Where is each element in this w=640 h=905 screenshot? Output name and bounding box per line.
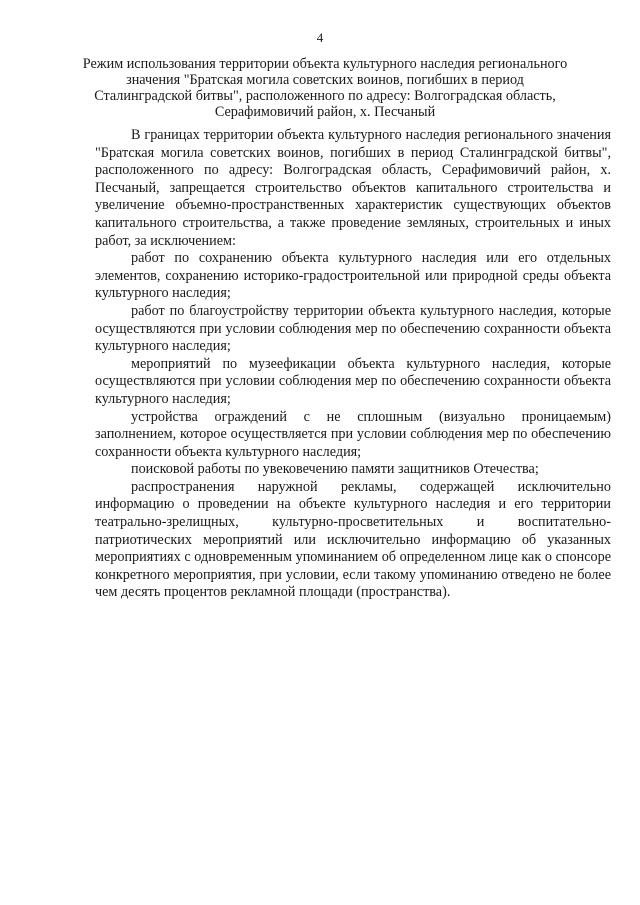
- paragraph-exception-search-work: поисковой работы по увековечению памяти защитников Отечества;: [131, 461, 539, 478]
- paragraph-exception-preservation: работ по сохранению объекта культурного наследия или его отдельных элементов, сохранению историко-градостроительной или природной среды объекта культурного наследия;: [95, 250, 611, 302]
- paragraph-intro: В границах территории объекта культурного наследия регионального значения "Братская могила советских воинов, погибших в период Сталинградской битвы", расположенного по адресу: Волгоградская область, Серафимовичий район, х. Песчаный, запрещается строительство объектов капитального строительства и увеличение объемно-пространственных характеристик существующих объектов капитального строительства, а также проведение земляных, строительных и иных работ, за исключением:: [95, 127, 611, 249]
- document-title: Режим использования территории объекта культурного наследия регионального значения "Братская могила советских воинов, погибших в период Сталинградской битвы", расположенного по адресу: Волгоградская область, Серафимовичий район, х. Песчаный: [82, 56, 568, 120]
- document-body: [95, 127, 611, 602]
- paragraph-exception-museumification: мероприятий по музеефикации объекта культурного наследия, которые осуществляются при условии соблюдения мер по обеспечению сохранности объекта культурного наследия;: [95, 355, 611, 407]
- paragraph-exception-fencing: устройства ограждений с не сплошным (визуально проницаемым) заполнением, которое осуществляется при условии соблюдения мер по обеспечению сохранности объекта культурного наследия;: [95, 408, 611, 460]
- paragraph-exception-advertising: распространения наружной рекламы, содержащей исключительно информацию о проведении на объекте культурного наследия и его территории театрально-зрелищных, культурно-просветительных и воспитательно-патриотических мероприятий или исключительно информацию об указанных мероприятиях с одновременным упоминанием об определенном лице как о спонсоре конкретного мероприятия, при условии, если такому упоминанию отведено не более чем десять процентов рекламной площади (пространства).: [95, 478, 611, 601]
- page-number: 4: [316, 30, 324, 45]
- paragraph-exception-landscaping: работ по благоустройству территории объекта культурного наследия, которые осуществляются при условии соблюдения мер по обеспечению сохранности объекта культурного наследия;: [95, 302, 611, 355]
